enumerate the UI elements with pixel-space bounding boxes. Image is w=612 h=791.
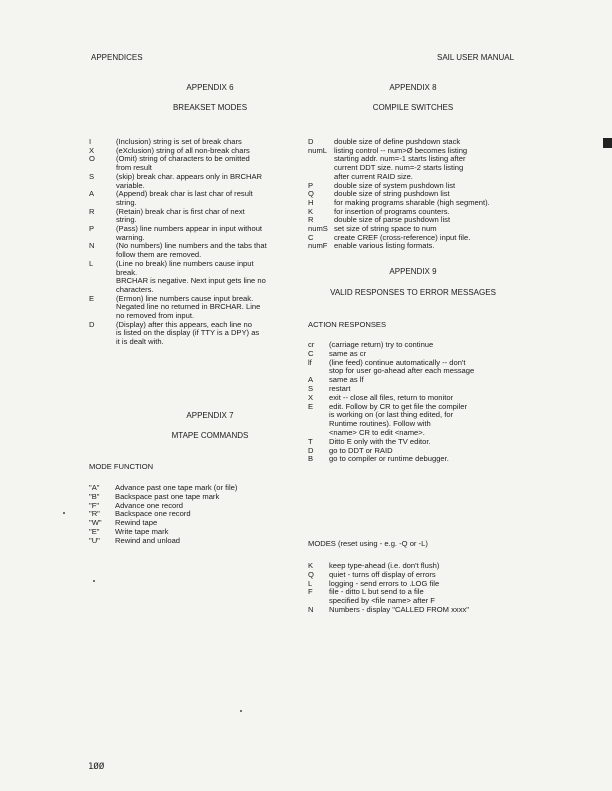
entry-description: [116, 173, 294, 190]
entry-key: K: [308, 206, 314, 216]
scan-edge-mark: [603, 138, 612, 148]
entry-row: [89, 537, 294, 546]
scan-speck: [240, 710, 242, 712]
error-modes-list: [308, 562, 526, 615]
description-line: go to compiler or runtime debugger.: [329, 454, 449, 464]
entry-description: [329, 376, 526, 385]
entry-key: X: [89, 145, 95, 155]
appendix-7-heading: APPENDIX 7: [186, 411, 234, 420]
entry-description: [329, 588, 526, 606]
entry-row: [308, 359, 526, 377]
entry-key: C: [308, 232, 314, 242]
entry-key: "W": [89, 518, 102, 528]
entry-key: "B": [89, 491, 100, 501]
description-line: <name> CR to edit <name>.: [329, 427, 425, 437]
entry-key: B: [308, 454, 314, 464]
description-line: exit -- close all files, return to monitor: [329, 392, 454, 402]
description-line: (Ermon) line numbers cause input break.: [116, 293, 254, 303]
appendix-7-title: MTAPE COMMANDS: [171, 431, 249, 440]
entry-description: [334, 147, 526, 182]
entry-row: [89, 173, 294, 190]
breakset-modes-list: [89, 138, 294, 347]
entry-key: numS: [308, 224, 328, 234]
page-number: 1ØØ: [88, 762, 105, 772]
entry-key: L: [89, 258, 94, 268]
description-line: (skip) break char. appears only in BRCHAR: [116, 171, 263, 181]
description-line: (Retain) break char is first char of next: [116, 206, 245, 216]
entry-key: D: [308, 137, 314, 146]
entry-key: N: [89, 241, 95, 251]
description-line: warning.: [116, 232, 145, 242]
entry-row: [89, 295, 294, 321]
description-line: create CREF (cross-reference) input file.: [334, 232, 471, 242]
entry-key: F: [308, 587, 313, 597]
entry-key: P: [89, 224, 95, 234]
entry-key: "R": [89, 509, 100, 519]
entry-key: L: [308, 578, 313, 588]
description-line: Rewind tape: [115, 518, 158, 528]
description-line: (Omit) string of characters to be omitted: [116, 154, 250, 164]
entry-description: [329, 455, 526, 464]
entry-key: A: [308, 375, 314, 385]
entry-key: numL: [308, 145, 327, 155]
entry-key: S: [89, 171, 95, 181]
error-responses-list: [308, 341, 526, 464]
description-line: logging - send errors to .LOG file: [329, 578, 440, 588]
entry-row: [89, 242, 294, 259]
description-line: (Line no break) line numbers cause input: [116, 258, 254, 268]
entry-key: A: [89, 189, 95, 199]
description-line: restart: [329, 383, 351, 393]
description-line: Rewind and unload: [115, 535, 181, 545]
entry-key: E: [308, 401, 314, 411]
entry-row: [89, 225, 294, 242]
entry-row: [308, 588, 526, 606]
description-line: same as lf: [329, 375, 364, 385]
entry-description: [116, 321, 294, 347]
entry-description: [329, 359, 526, 377]
entry-key: Q: [308, 569, 314, 579]
description-line: Advance past one tape mark (or file): [115, 483, 238, 492]
entry-key: I: [89, 137, 92, 146]
entry-key: Q: [308, 189, 314, 199]
description-line: it is dealt with.: [116, 337, 164, 347]
scan-speck: [93, 580, 95, 582]
entry-description: [115, 537, 294, 546]
description-line: Numbers - display "CALLED FROM xxxx": [329, 604, 469, 614]
description-line: variable.: [116, 180, 145, 190]
description-line: for making programs sharable (high segment).: [334, 197, 490, 207]
entry-key: N: [308, 604, 314, 614]
entry-key: P: [308, 180, 314, 190]
description-line: enable various listing formats.: [334, 241, 435, 251]
entry-row: [308, 403, 526, 438]
mtape-commands-list: [89, 484, 294, 546]
entry-key: O: [89, 154, 95, 164]
appendix-9-title: VALID RESPONSES TO ERROR MESSAGES: [330, 288, 496, 297]
description-line: listing control -- num>Ø becomes listing: [334, 145, 468, 155]
description-line: Runtime routines). Follow with: [329, 419, 431, 429]
description-line: characters.: [116, 284, 154, 294]
description-line: is working on (or last thing edited, for: [329, 410, 454, 420]
entry-description: [116, 225, 294, 242]
entry-key: C: [308, 348, 314, 358]
description-line: for insertion of programs counters.: [334, 206, 450, 216]
description-line: (No numbers) line numbers and the tabs that: [116, 241, 267, 251]
description-line: (Pass) line numbers appear in input without: [116, 224, 263, 234]
description-line: BRCHAR is negative. Next input gets line no: [116, 276, 266, 286]
running-header-right: SAIL USER MANUAL: [437, 53, 515, 62]
entry-row: [308, 606, 526, 615]
description-line: break.: [116, 267, 138, 277]
description-line: (Inclusion) string is set of break chars: [116, 137, 242, 146]
description-line: same as cr: [329, 348, 367, 358]
description-line: Ditto E only with the TV editor.: [329, 436, 431, 446]
mtape-column-header: MODE FUNCTION: [89, 462, 154, 471]
entry-row: [308, 242, 526, 251]
description-line: specified by <file name> after F: [329, 596, 435, 606]
appendix-6-heading: APPENDIX 6: [186, 83, 234, 92]
description-line: stop for user go-ahead after each message: [329, 366, 475, 376]
entry-key: T: [308, 436, 313, 446]
entry-description: [116, 208, 294, 225]
entry-key: R: [308, 215, 314, 225]
appendix-8-heading: APPENDIX 8: [389, 83, 437, 92]
entry-description: [116, 260, 294, 295]
action-responses-header: ACTION RESPONSES: [308, 320, 387, 329]
entry-key: D: [308, 445, 314, 455]
entry-description: [329, 606, 526, 615]
entry-row: [89, 155, 294, 172]
entry-description: [116, 155, 294, 172]
entry-description: [116, 190, 294, 207]
description-line: (Display) after this appears, each line no: [116, 319, 252, 329]
entry-key: numF: [308, 241, 328, 251]
description-line: (line feed) continue automatically -- don't: [329, 357, 466, 367]
description-line: (carriage return) try to continue: [329, 340, 434, 349]
entry-description: [334, 242, 526, 251]
description-line: Write tape mark: [115, 526, 169, 536]
description-line: string.: [116, 215, 137, 225]
description-line: go to DDT or RAID: [329, 445, 393, 455]
entry-row: [89, 208, 294, 225]
description-line: no removed from input.: [116, 311, 195, 321]
compile-switches-list: [308, 138, 526, 251]
entry-row: [89, 321, 294, 347]
entry-key: "F": [89, 500, 100, 510]
entry-key: H: [308, 197, 314, 207]
entry-key: lf: [308, 357, 312, 367]
description-line: from result: [116, 163, 152, 173]
description-line: follow them are removed.: [116, 250, 202, 260]
description-line: starting addr. num=-1 starts listing after: [334, 154, 466, 164]
modes-header: MODES (reset using - e.g. -Q or -L): [308, 539, 428, 548]
description-line: Advance one record: [115, 500, 183, 510]
scan-speck: [63, 512, 65, 514]
entry-row: [89, 190, 294, 207]
description-line: (eXclusion) string of all non-break chars: [116, 145, 250, 155]
entry-description: [116, 295, 294, 321]
description-line: edit. Follow by CR to get file the compiler: [329, 401, 468, 411]
entry-key: E: [89, 293, 95, 303]
description-line: double size of parse pushdown list: [334, 215, 451, 225]
description-line: keep type-ahead (i.e. don't flush): [329, 561, 440, 570]
entry-key: K: [308, 561, 314, 570]
entry-key: "E": [89, 526, 100, 536]
entry-key: R: [89, 206, 95, 216]
description-line: quiet - turns off display of errors: [329, 569, 436, 579]
description-line: current DDT size. num=-2 starts listing: [334, 163, 464, 173]
entry-key: "U": [89, 535, 100, 545]
appendix-8-title: COMPILE SWITCHES: [372, 103, 454, 112]
entry-key: "A": [89, 483, 100, 492]
description-line: Negated line no returned in BRCHAR. Line: [116, 302, 261, 312]
entry-row: [308, 455, 526, 464]
appendix-9-heading: APPENDIX 9: [389, 267, 437, 276]
description-line: double size of define pushdown stack: [334, 137, 461, 146]
description-line: set size of string space to num: [334, 224, 437, 234]
entry-key: S: [308, 383, 314, 393]
entry-key: D: [89, 319, 95, 329]
description-line: Backspace past one tape mark: [115, 491, 220, 501]
description-line: double size of string pushdown list: [334, 189, 450, 199]
description-line: Backspace one record: [115, 509, 191, 519]
entry-description: [116, 242, 294, 259]
running-header-left: APPENDICES: [91, 53, 143, 62]
description-line: string.: [116, 197, 137, 207]
description-line: is listed on the display (if TTY is a DPY) as: [116, 328, 260, 338]
entry-key: X: [308, 392, 314, 402]
description-line: double size of system pushdown list: [334, 180, 456, 190]
description-line: file - ditto L but send to a file: [329, 587, 424, 597]
entry-row: [89, 260, 294, 295]
entry-row: [308, 147, 526, 182]
entry-key: cr: [308, 340, 315, 349]
description-line: (Append) break char is last char of result: [116, 189, 253, 199]
description-line: after current RAID size.: [334, 171, 413, 181]
appendix-6-title: BREAKSET MODES: [172, 103, 248, 112]
entry-description: [329, 403, 526, 438]
